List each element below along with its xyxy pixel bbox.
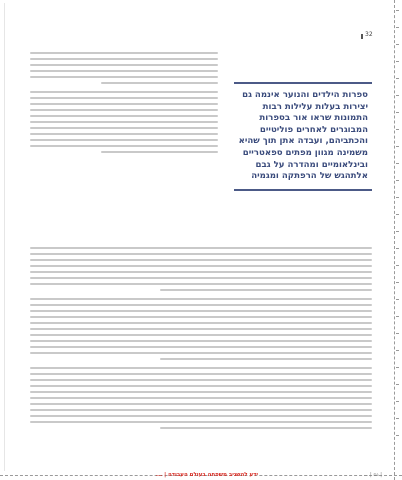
margin-tick (396, 197, 399, 198)
paragraph-gap (30, 157, 218, 160)
text-line (101, 82, 218, 84)
page-number-bar (361, 34, 363, 39)
margin-tick (396, 112, 399, 113)
margin-tick (396, 214, 399, 215)
text-line (30, 304, 372, 306)
text-line (30, 259, 372, 261)
text-line (30, 76, 218, 78)
text-line (160, 289, 372, 291)
text-line (30, 403, 372, 405)
footer-meta: | גם | ... (363, 472, 382, 478)
text-line (30, 346, 372, 348)
text-line (30, 409, 372, 411)
text-line (30, 298, 372, 300)
margin-tick (396, 299, 399, 300)
text-line (30, 109, 218, 111)
text-line (30, 121, 218, 123)
text-line (30, 322, 372, 324)
text-line (30, 373, 372, 375)
crop-line-right (394, 0, 395, 480)
text-line (30, 340, 372, 342)
margin-tick (396, 44, 399, 45)
text-line (30, 265, 372, 267)
margin-tick (396, 418, 399, 419)
text-line (30, 316, 372, 318)
margin-tick (396, 333, 399, 334)
margin-tick (396, 61, 399, 62)
text-line (30, 52, 218, 54)
text-line (30, 58, 218, 60)
text-line (30, 352, 372, 354)
margin-tick (396, 401, 399, 402)
text-line (30, 115, 218, 117)
body-paragraph-upper (30, 52, 218, 160)
text-line (30, 379, 372, 381)
margin-tick (396, 231, 399, 232)
margin-tick (396, 265, 399, 266)
text-line (30, 277, 372, 279)
text-line (30, 145, 218, 147)
body-paragraph-wide (30, 247, 372, 436)
text-line (30, 310, 372, 312)
text-line (30, 247, 372, 249)
text-line (30, 328, 372, 330)
text-line (160, 427, 372, 429)
text-line (30, 139, 218, 141)
margin-tick (396, 95, 399, 96)
margin-tick (396, 384, 399, 385)
margin-tick (396, 163, 399, 164)
text-line (30, 70, 218, 72)
margin-ticks (396, 10, 400, 470)
text-line (30, 391, 372, 393)
text-line (30, 271, 372, 273)
margin-tick (396, 248, 399, 249)
text-line (30, 334, 372, 336)
text-line (30, 91, 218, 93)
text-line (30, 127, 218, 129)
text-line (30, 367, 372, 369)
text-line (160, 358, 372, 360)
paragraph-gap (30, 433, 372, 436)
body-text-column (30, 52, 218, 160)
margin-tick (396, 27, 399, 28)
margin-tick (396, 146, 399, 147)
text-line (30, 97, 218, 99)
text-line (30, 415, 372, 417)
text-line (30, 103, 218, 105)
text-line (101, 151, 218, 153)
margin-tick (396, 282, 399, 283)
text-line (30, 397, 372, 399)
text-line (30, 64, 218, 66)
margin-tick (396, 316, 399, 317)
page-content (30, 52, 372, 452)
page-number: 32 (365, 31, 373, 38)
pull-quote: ספרות הילדים והנוער אינמה גם יצירות בעלות עלילות רבות התמונות שראו אור בספרות המבוגרים לאחרים פוליטיים והכתביהם, ועבדה אתן תוך שהיא משמינה מגוון מפתים ספאטריים ובינלאומיים ומהדרה על גבם אלתהגש של הרפתקה ומגמיה (234, 82, 372, 191)
body-text-wide (30, 247, 372, 436)
text-line (30, 421, 372, 423)
margin-tick (396, 78, 399, 79)
margin-tick (396, 10, 399, 11)
text-line (30, 283, 372, 285)
margin-tick (396, 367, 399, 368)
margin-tick (396, 129, 399, 130)
margin-tick (396, 435, 399, 436)
margin-tick (396, 180, 399, 181)
margin-tick (396, 350, 399, 351)
text-line (30, 385, 372, 387)
text-line (30, 133, 218, 135)
footer-running-title: ידע להשגיב משפחה בעולם העבודה | ... (155, 472, 258, 478)
text-line (30, 253, 372, 255)
